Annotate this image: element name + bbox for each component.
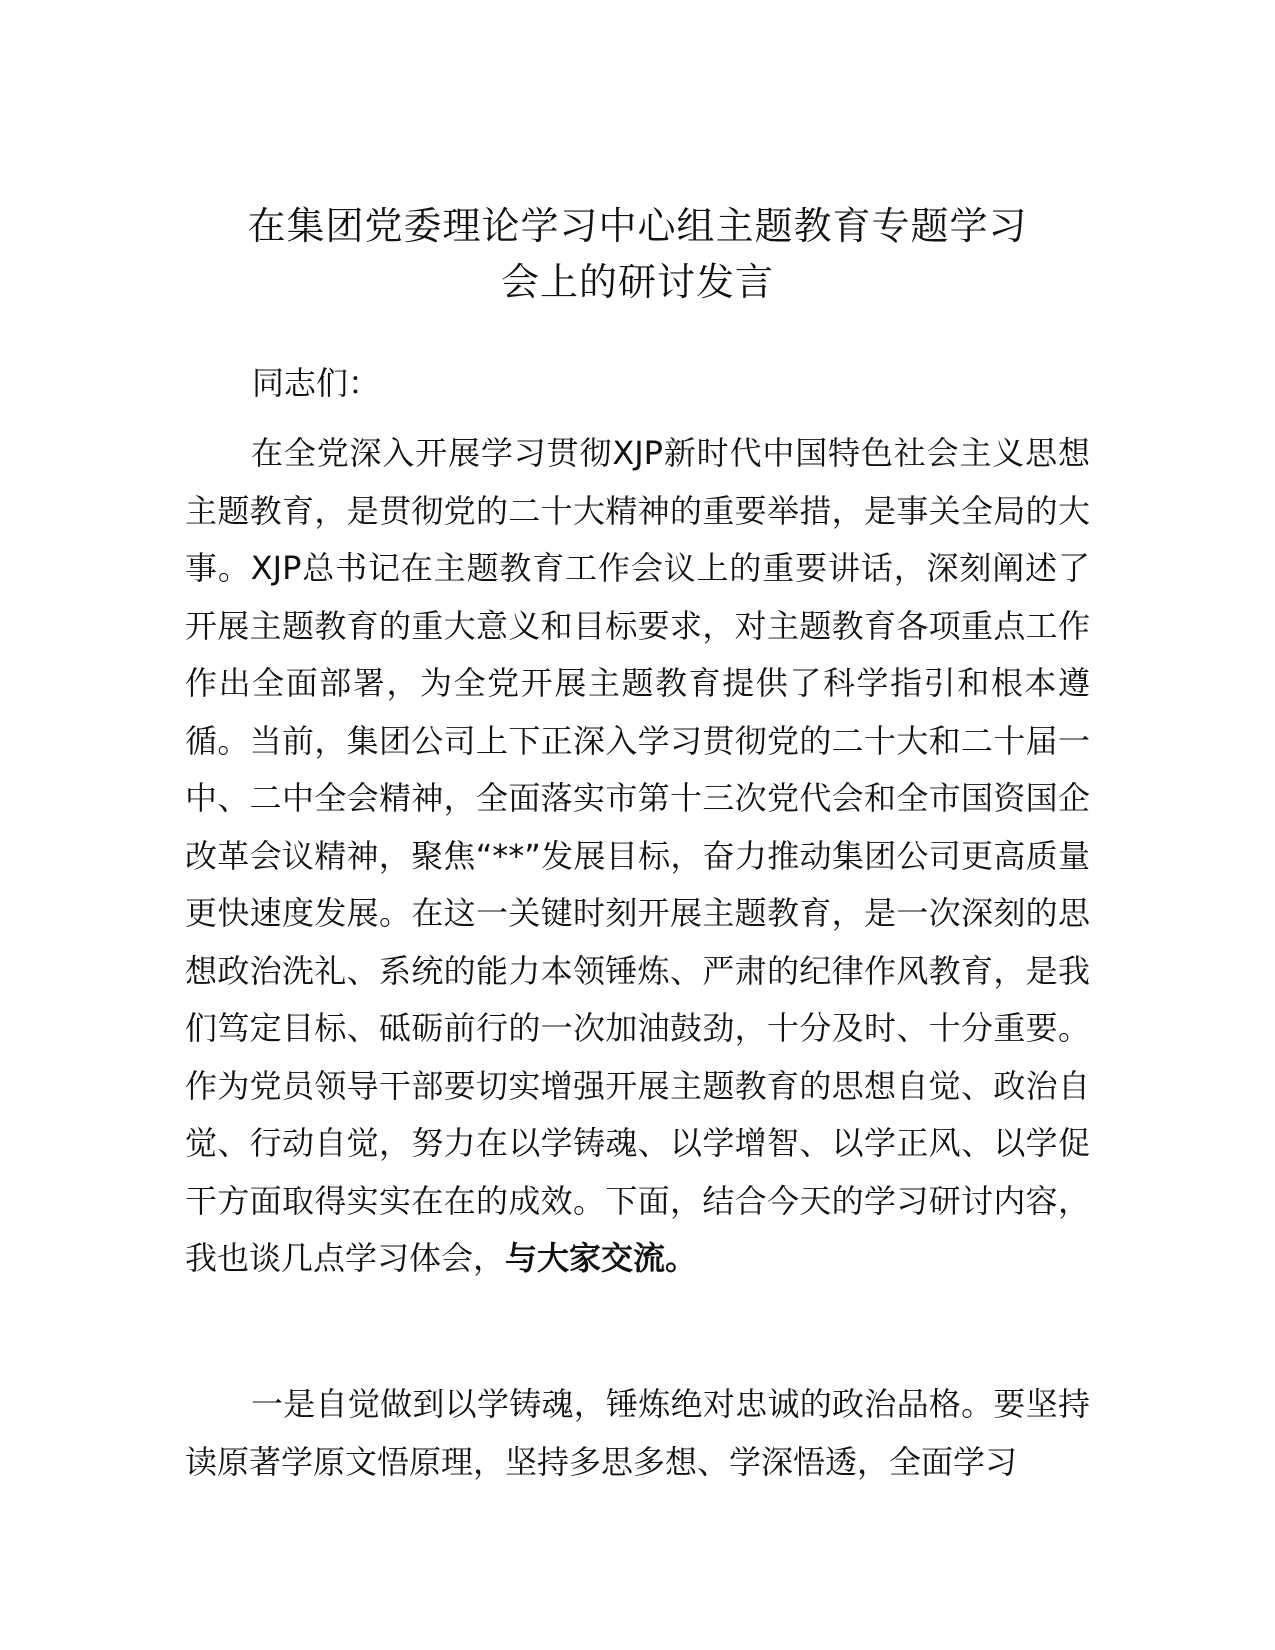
document-title [150,198,1125,310]
paragraph-intro-tail: 与大家交流。 [505,1239,698,1277]
paragraph-intro-text: 在全党深入开展学习贯彻XJP新时代中国特色社会主义思想主题教育，是贯彻党的二十大精神的重要举措，是事关全局的大事。XJP总书记在主题教育工作会议上的重要讲话，深刻阐述了开展主题教育的重大意义和目标要求，对主题教育各项重点工作作出全面部署，为全党开展主题教育提供了科学指引和根本遵循。当前，集团公司上下正深入学习贯彻党的二十大和二十届一中、二中全会精神，全面落实市第十三次党代会和全市国资国企改革会议精神，聚焦“**”发展目标，奋力推动集团公司更高质量更快速度发展。在这一关键时刻开展主题教育，是一次深刻的思想政治洗礼、系统的能力本领锤炼、严肃的纪律作风教育，是我们笃定目标、砥砺前行的一次加油鼓劲，十分及时、十分重要。作为党员领导干部要切实增强开展主题教育的思想自觉、政治自觉、行动自觉，努力在以学铸魂、以学增智、以学正风、以学促干方面取得实实在在的成效。下面，结合今天的学习研讨内容，我也谈几点学习体会， [185,434,1090,1277]
title-line-1: 在集团党委理论学习中心组主题教育专题学习 [247,204,1028,248]
title-line-2: 会上的研讨发言 [500,260,774,304]
paragraph-intro [185,425,1090,1288]
salutation: 同志们： [252,364,381,402]
paragraph-point-one: 一是自觉做到以学铸魂，锤炼绝对忠诚的政治品格。要坚持读原著学原文悟原理，坚持多思多想、学深悟透，全面学习 [185,1385,1090,1481]
